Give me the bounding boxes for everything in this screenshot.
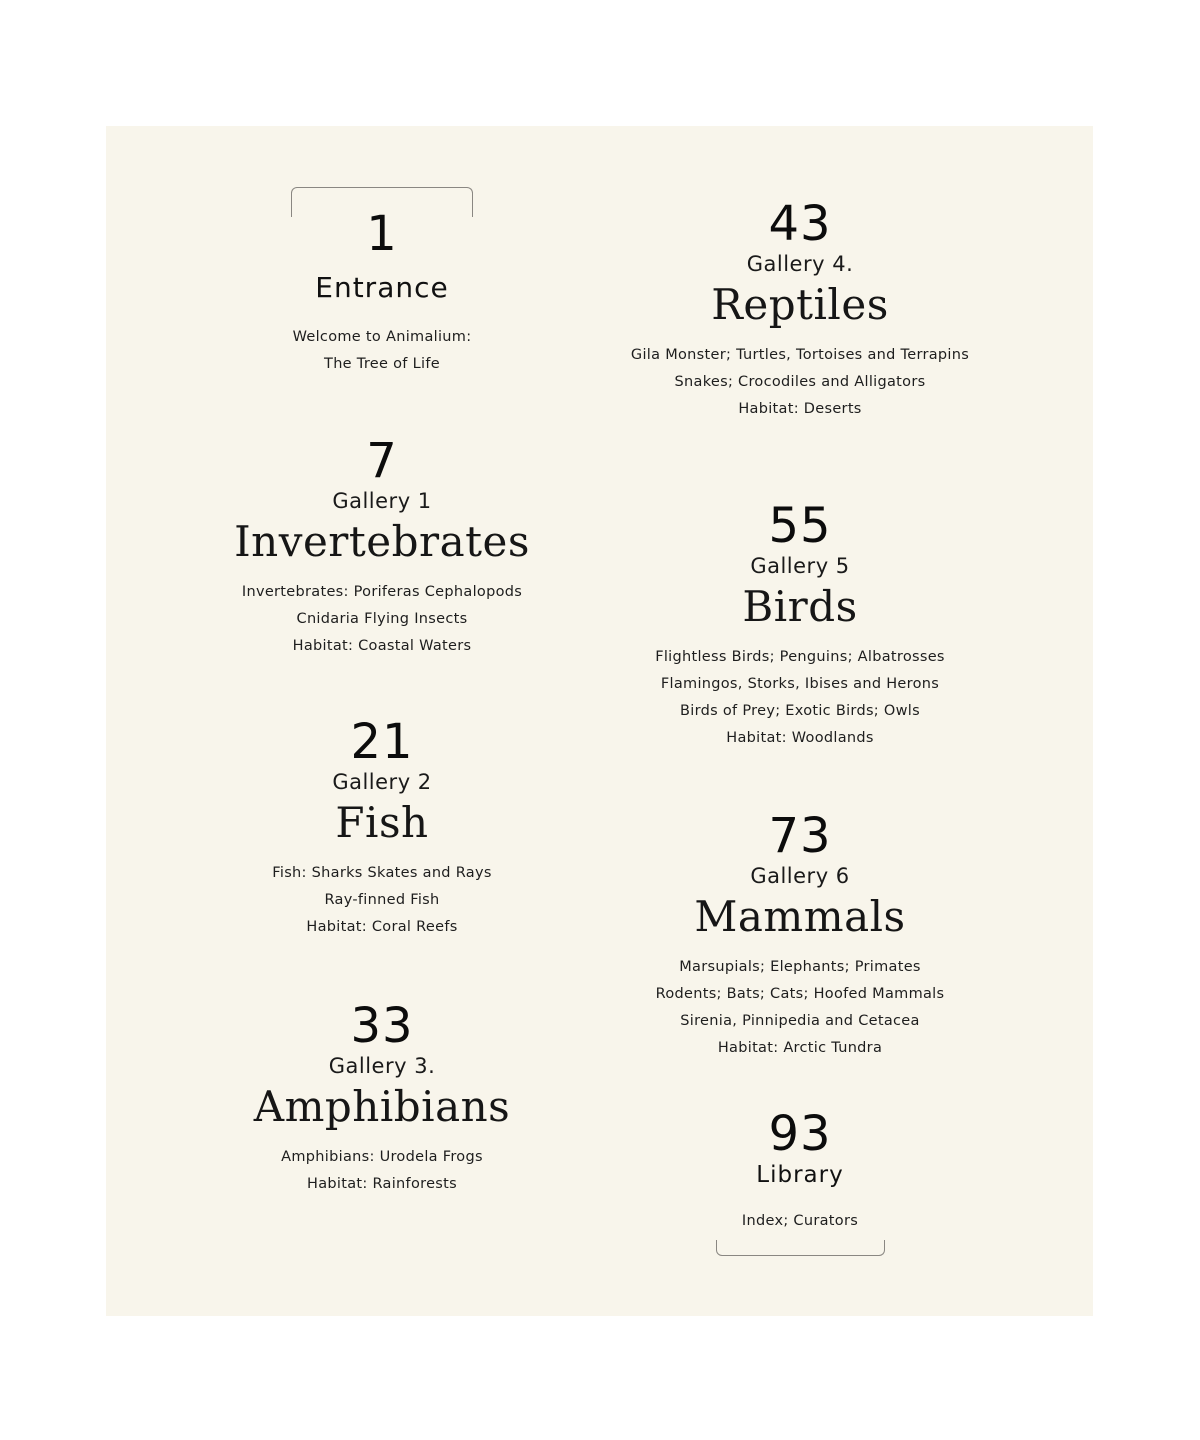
- description-line: Ray-finned Fish: [324, 892, 440, 908]
- gallery-label: Gallery 3.: [328, 1054, 436, 1078]
- description-line: Flightless Birds; Penguins; Albatrosses: [655, 649, 945, 665]
- bottom-bracket-decoration: [716, 1240, 885, 1256]
- page-number: 55: [768, 498, 832, 554]
- section-title: Fish: [335, 798, 429, 847]
- description-line: Birds of Prey; Exotic Birds; Owls: [680, 703, 920, 719]
- description-line: Snakes; Crocodiles and Alligators: [674, 374, 926, 390]
- page-number: 43: [768, 196, 832, 252]
- description-line: Index; Curators: [741, 1213, 859, 1229]
- description-line: Habitat: Deserts: [738, 401, 862, 417]
- description-line: Rodents; Bats; Cats; Hoofed Mammals: [655, 986, 945, 1002]
- description-line: Habitat: Rainforests: [307, 1176, 457, 1192]
- section-title: Invertebrates: [234, 517, 530, 566]
- section-title: Mammals: [694, 892, 906, 941]
- description-line: Cnidaria Flying Insects: [296, 611, 468, 627]
- section-gallery-1: [162, 435, 602, 660]
- section-gallery-5: [580, 500, 1020, 752]
- page-number: 93: [768, 1106, 832, 1162]
- section-title: Library: [756, 1162, 844, 1188]
- description-line: Welcome to Animalium:: [292, 329, 472, 345]
- description-line: Gila Monster; Turtles, Tortoises and Terrapins: [630, 347, 970, 363]
- description-line: Fish: Sharks Skates and Rays: [272, 865, 492, 881]
- description-line: Habitat: Woodlands: [726, 730, 874, 746]
- description-line: Flamingos, Storks, Ibises and Herons: [660, 676, 940, 692]
- description-line: Amphibians: Urodela Frogs: [281, 1149, 483, 1165]
- section-title: Entrance: [315, 271, 449, 304]
- page-number: 73: [768, 808, 832, 864]
- section-title: Amphibians: [253, 1082, 511, 1131]
- description-line: Sirenia, Pinnipedia and Cetacea: [680, 1013, 920, 1029]
- gallery-label: Gallery 1: [332, 489, 432, 513]
- section-gallery-6: [580, 810, 1020, 1062]
- description-line: The Tree of Life: [324, 356, 440, 372]
- section-library: [580, 1108, 1020, 1235]
- description-line: Marsupials; Elephants; Primates: [679, 959, 921, 975]
- section-gallery-4: [580, 198, 1020, 423]
- page-number: 21: [350, 714, 414, 770]
- section-title: Birds: [742, 582, 858, 631]
- section-title: Reptiles: [711, 280, 889, 329]
- gallery-label: Gallery 2: [332, 770, 432, 794]
- section-gallery-3: [162, 1000, 602, 1198]
- description-line: Habitat: Arctic Tundra: [717, 1040, 883, 1056]
- gallery-label: Gallery 5: [750, 554, 850, 578]
- page-number: 33: [350, 998, 414, 1054]
- description-line: Habitat: Coastal Waters: [292, 638, 472, 654]
- gallery-label: Gallery 6: [750, 864, 850, 888]
- description-line: Invertebrates: Poriferas Cephalopods: [241, 584, 523, 600]
- section-gallery-2: [162, 716, 602, 941]
- page-number: 1: [366, 206, 398, 262]
- section-entrance: [162, 208, 602, 378]
- gallery-label: Gallery 4.: [746, 252, 854, 276]
- description-line: Habitat: Coral Reefs: [306, 919, 458, 935]
- page-number: 7: [366, 433, 398, 489]
